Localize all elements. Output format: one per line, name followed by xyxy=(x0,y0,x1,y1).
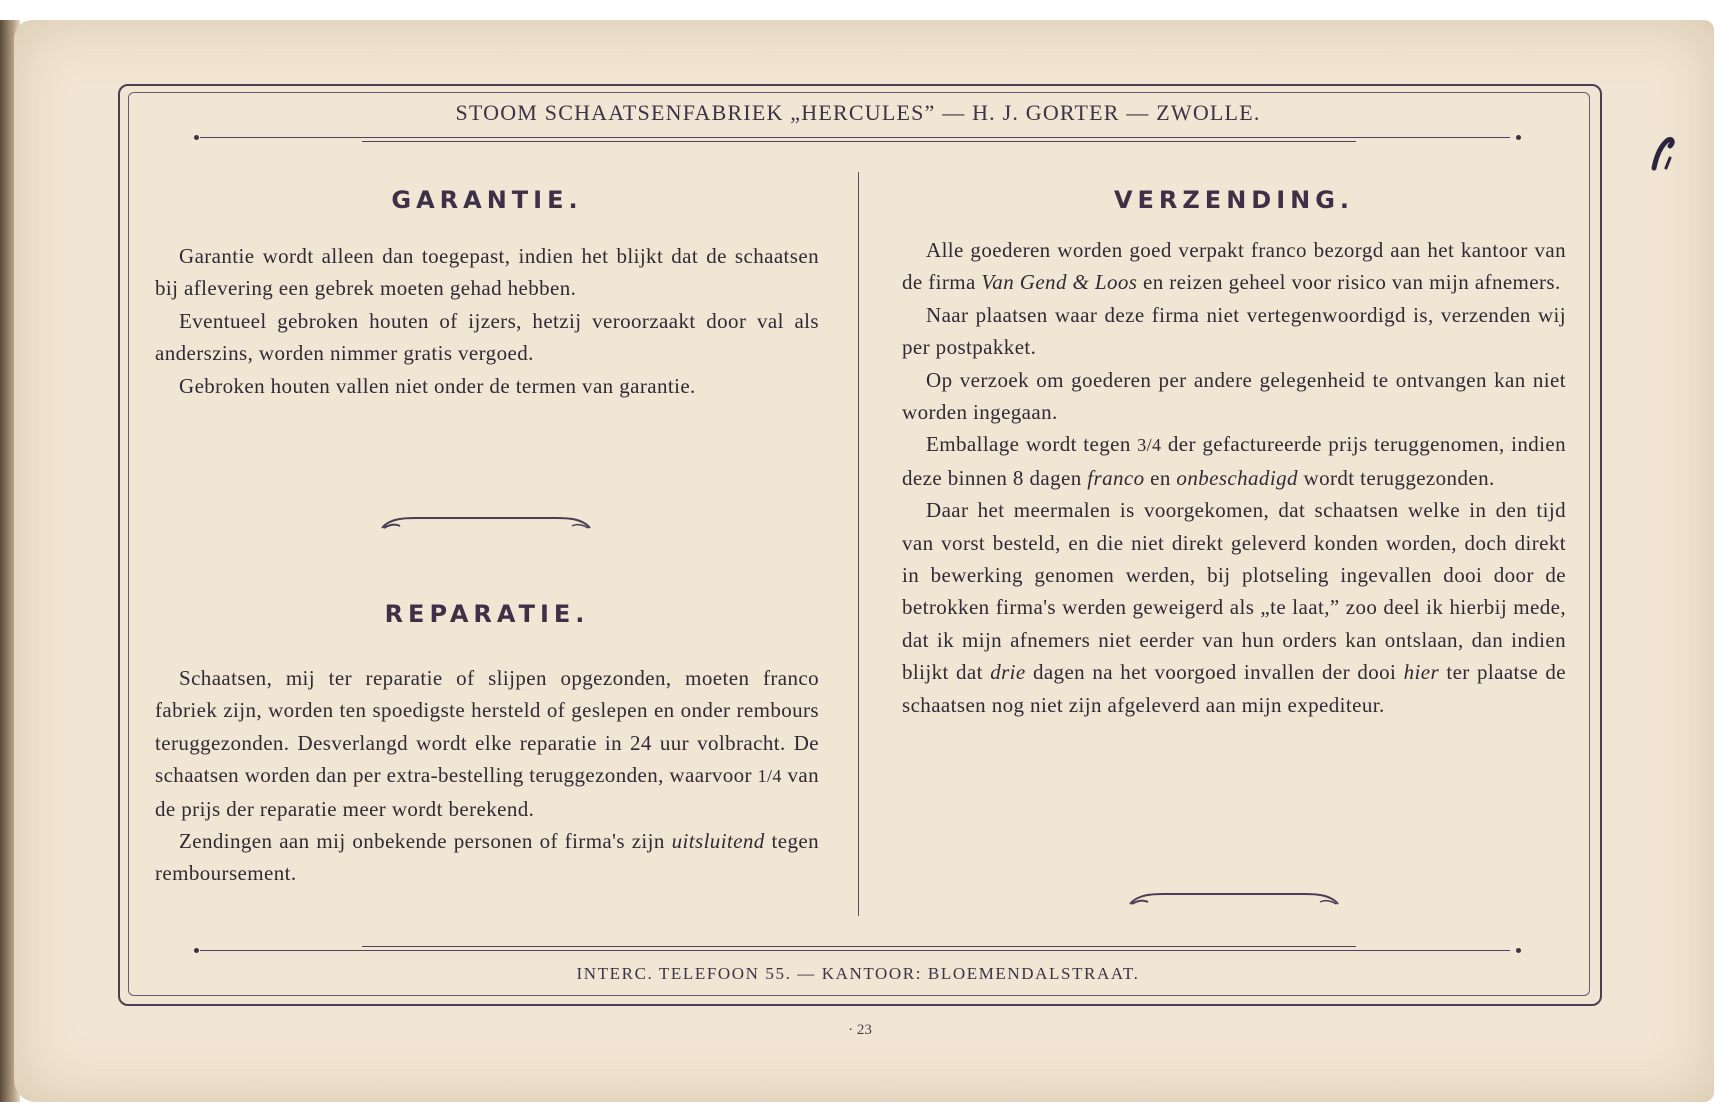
verzending-paragraph-3: Op verzoek om goederen per andere gelegenheid te ontvangen kan niet worden ingegaan. xyxy=(902,367,1566,425)
verzending-p4-emphasis-1: franco xyxy=(1087,465,1145,490)
garantie-heading: GARANTIE. xyxy=(391,186,583,214)
verzending-p1-emphasis: Van Gend & Loos xyxy=(981,270,1138,295)
header-rule-dot-left xyxy=(194,135,199,140)
reparatie-column xyxy=(155,600,819,890)
right-column xyxy=(902,186,1566,721)
verzending-p1-b: en reizen geheel voor risico van mijn afnemers. xyxy=(1137,270,1561,295)
header-rule-dot-right xyxy=(1516,135,1521,140)
verzending-p5-c: ter plaatse de schaatsen nog niet zijn afgeleverd aan mijn expediteur. xyxy=(902,660,1567,717)
garantie-paragraph-2: Eventueel gebroken houten of ijzers, hetzij veroorzaakt door val als anderszins, worden nimmer gratis vergoed. xyxy=(155,308,819,366)
verzending-p5-emphasis-1: drie xyxy=(990,660,1026,685)
header-rule xyxy=(200,137,1510,138)
left-column xyxy=(155,186,819,402)
reparatie-heading: REPARATIE. xyxy=(384,600,590,628)
verzending-heading: VERZENDING. xyxy=(1113,186,1355,214)
verzending-p4-emphasis-2: onbeschadigd xyxy=(1176,465,1298,490)
page-number: · 23 xyxy=(848,1022,872,1038)
footer-rule-dot-left xyxy=(194,948,199,953)
verzending-p4-b: der gefactureerde prijs teruggenomen, indien deze binnen 8 dagen xyxy=(902,432,1566,490)
page-footer: INTERC. TELEFOON 55. — KANTOOR: BLOEMENDALSTRAAT. xyxy=(576,964,1140,983)
section-ornament-left xyxy=(376,512,596,536)
verzending-paragraph-1 xyxy=(902,234,1566,299)
verzending-paragraph-5 xyxy=(902,494,1566,721)
verzending-p5-a: Daar het meermalen is voorgekomen, dat schaatsen welke in den tijd van vorst besteld, en die niet direkt geleverd konden worden, doch direkt in bewerking genomen werden, bij plotseling ingevallen dooi door de betrokken firma's werden geweigerd als „te laat,” zoo deel ik hierbij mede, dat ik mijn afnemers niet eerder van hun orders kan ontslaan, dan indien blijkt dat xyxy=(902,498,1566,685)
ink-mark xyxy=(1648,128,1678,178)
verzending-paragraph-4 xyxy=(902,428,1566,494)
footer-rule-dot-right xyxy=(1516,948,1521,953)
verzending-p4-c: en xyxy=(1144,465,1177,490)
reparatie-p2-emphasis: uitsluitend xyxy=(671,829,765,854)
footer-rule-short xyxy=(362,946,1356,947)
reparatie-paragraph-1 xyxy=(155,662,819,825)
garantie-paragraph-3: Gebroken houten vallen niet onder de termen van garantie. xyxy=(179,373,696,398)
reparatie-p2-text: Zendingen aan mij onbekende personen of firma's zijn xyxy=(179,829,672,854)
reparatie-p2-tail: tegen remboursement. xyxy=(155,829,819,886)
verzending-p4-a: Emballage wordt tegen xyxy=(926,432,1138,457)
column-divider xyxy=(858,172,859,916)
reparatie-paragraph-2 xyxy=(155,825,819,890)
header-rule-short xyxy=(362,141,1356,142)
fraction-three-quarters: 3/4 xyxy=(1137,435,1162,456)
reparatie-p1-text: Schaatsen, mij ter reparatie of slijpen opgezonden, moeten franco fabriek zijn, worden ten spoedigste hersteld of geslepen en onder rembours teruggezonden. Desverlangd wordt elke reparatie in 24 uur volbracht. De schaatsen worden dan per extra-bestelling teruggezonden, waarvoor xyxy=(155,666,819,788)
verzending-p5-emphasis-2: hier xyxy=(1403,660,1440,685)
verzending-p4-d: wordt teruggezonden. xyxy=(1297,465,1495,490)
reparatie-p1-tail: van de prijs der reparatie meer wordt berekend. xyxy=(155,763,819,821)
page-header: STOOM SCHAATSENFABRIEK „HERCULES” — H. J. GORTER — ZWOLLE. xyxy=(455,100,1261,125)
fraction-quarter: 1/4 xyxy=(757,766,782,787)
verzending-p5-b: dagen na het voorgoed invallen der dooi xyxy=(1025,660,1404,685)
footer-rule xyxy=(200,950,1510,951)
garantie-paragraph-1: Garantie wordt alleen dan toegepast, indien het blijkt dat de schaatsen bij aflevering een gebrek moeten gehad hebben. xyxy=(155,244,819,301)
verzending-paragraph-2: Naar plaatsen waar deze firma niet vertegenwoordigd is, verzenden wij per postpakket. xyxy=(902,302,1566,360)
section-ornament-right xyxy=(1124,888,1344,912)
verzending-p1-a: Alle goederen worden goed verpakt franco bezorgd aan het kantoor van de firma xyxy=(902,238,1566,295)
